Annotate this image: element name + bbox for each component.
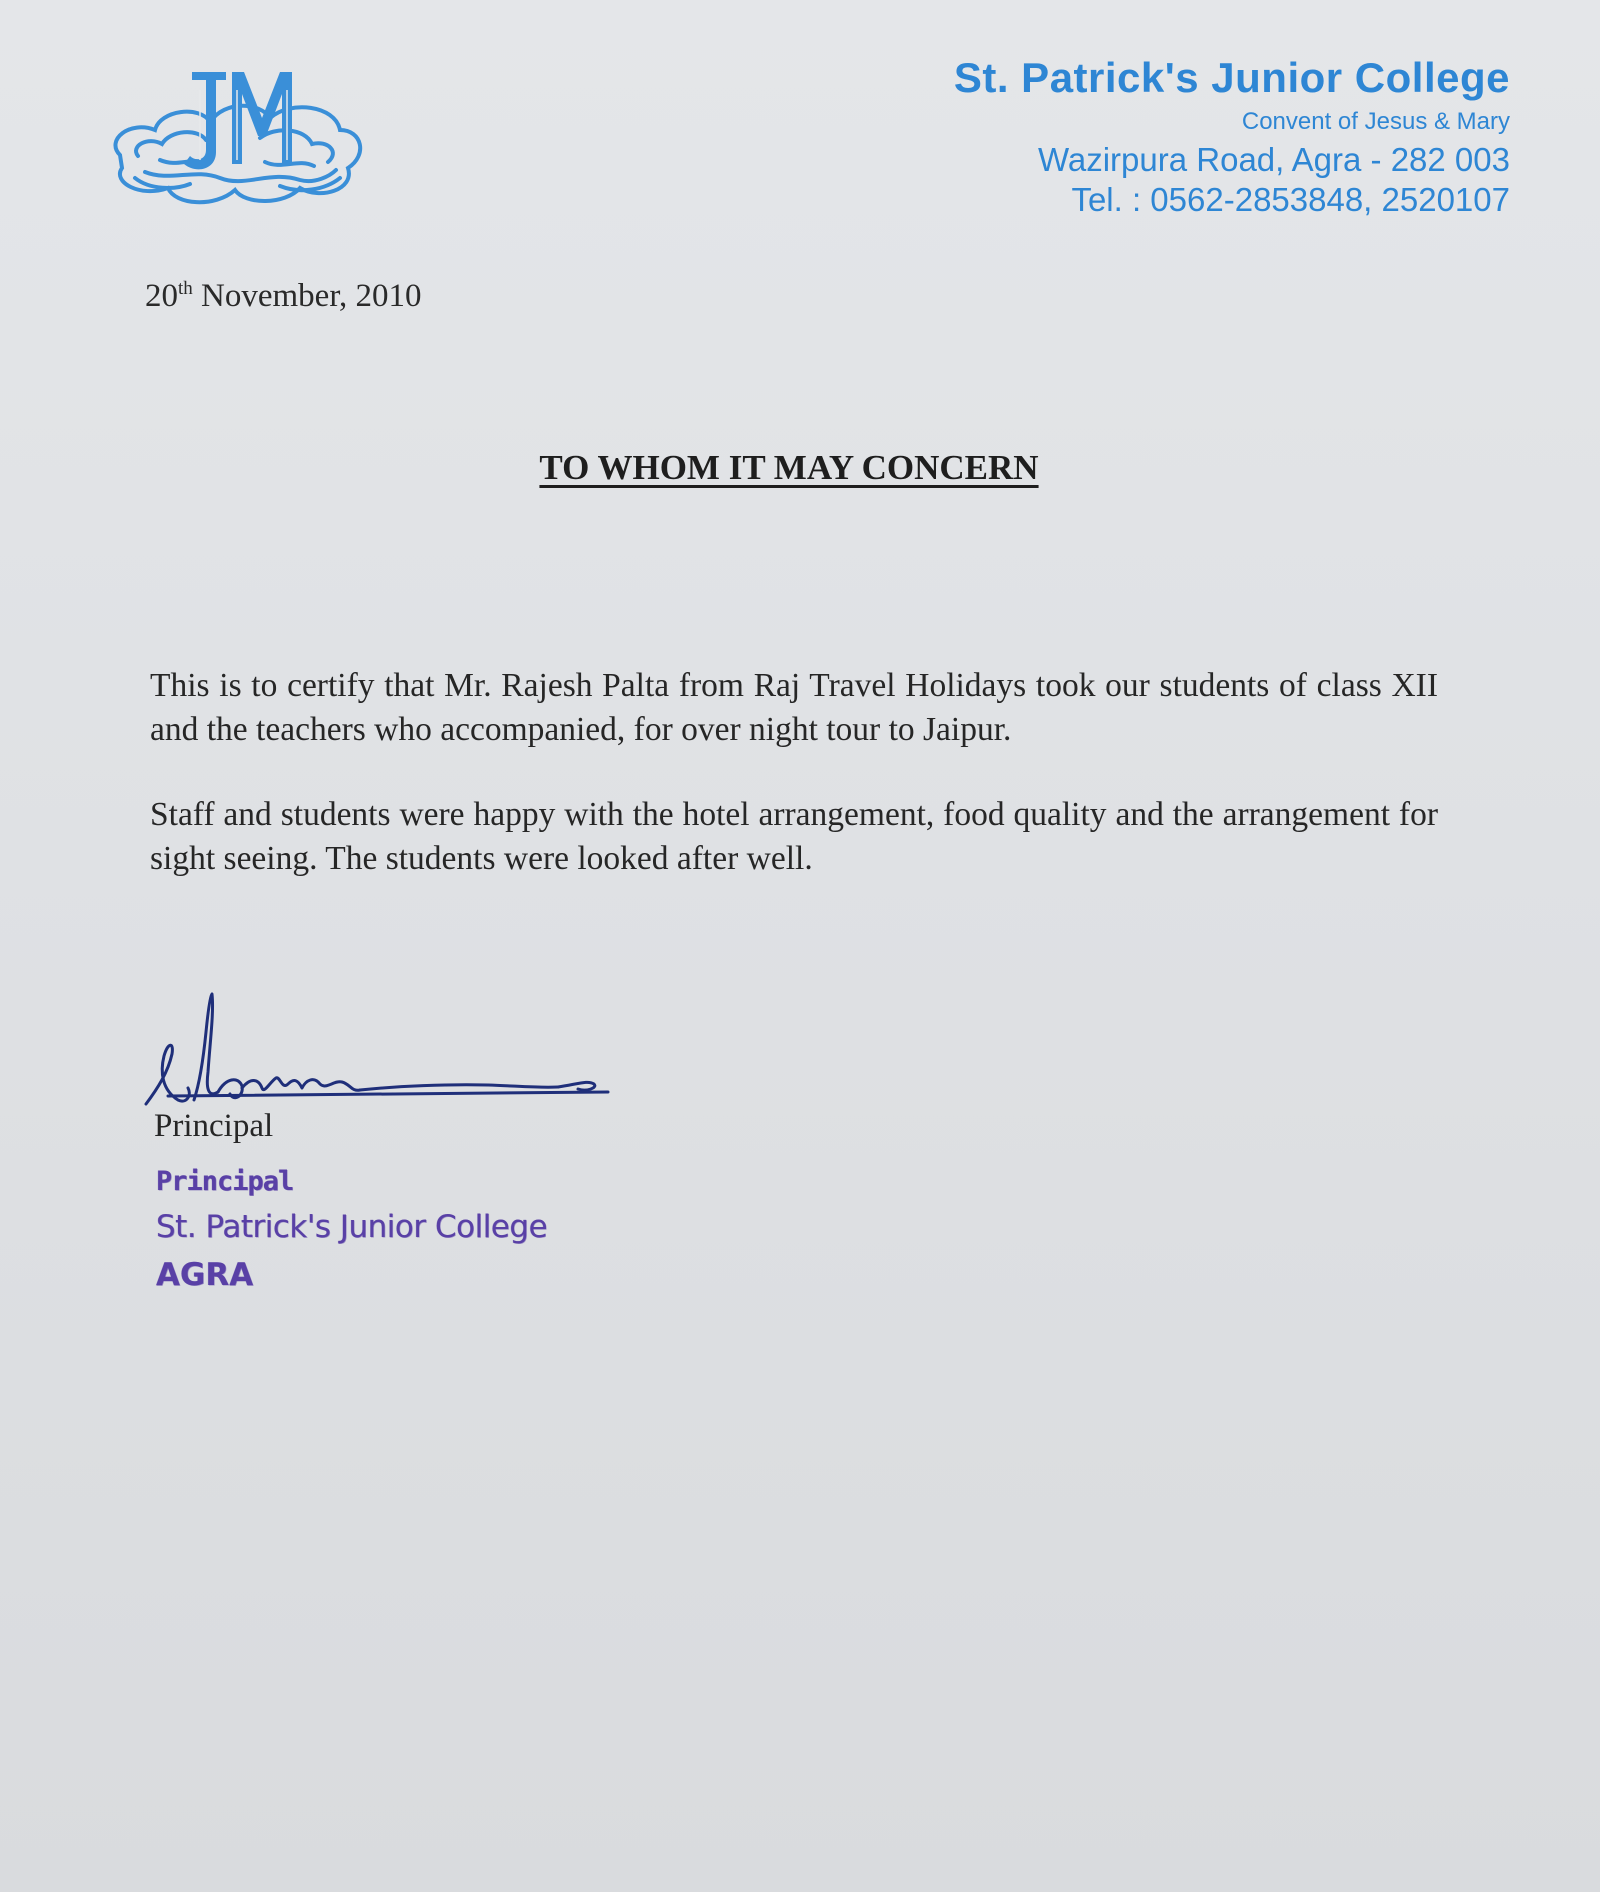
letter-date — [145, 278, 422, 315]
stamp-city: AGRA — [156, 1257, 254, 1293]
body-paragraph-2: Staff and students were happy with the hotel arrangement, food quality and the arrangement for sight seeing. The students were looked after well. — [150, 796, 1438, 877]
stamp-institution: St. Patrick's Junior College — [156, 1209, 548, 1245]
principal-stamp — [156, 1160, 547, 1300]
signatory-title: Principal — [154, 1108, 274, 1144]
institution-address: Wazirpura Road, Agra - 282 003 — [1037, 141, 1510, 178]
letterhead — [810, 52, 1510, 220]
date-month-year: November, 2010 — [192, 278, 422, 314]
stamp-title: Principal — [156, 1166, 294, 1197]
letter-heading: TO WHOM IT MAY CONCERN — [539, 448, 1039, 487]
body-paragraph-1: This is to certify that Mr. Rajesh Palta from Raj Travel Holidays took our students of class XII and the teachers who accompanied, for over night tour to Jaipur. — [150, 667, 1438, 748]
date-day: 20 — [145, 278, 178, 314]
institution-telephone: Tel. : 0562-2853848, 2520107 — [1071, 181, 1510, 218]
institution-subtitle: Convent of Jesus & Mary — [1241, 108, 1510, 135]
college-logo — [100, 60, 370, 210]
principal-signature — [138, 992, 618, 1112]
institution-name: St. Patrick's Junior College — [953, 54, 1510, 101]
date-suffix: th — [178, 278, 193, 299]
